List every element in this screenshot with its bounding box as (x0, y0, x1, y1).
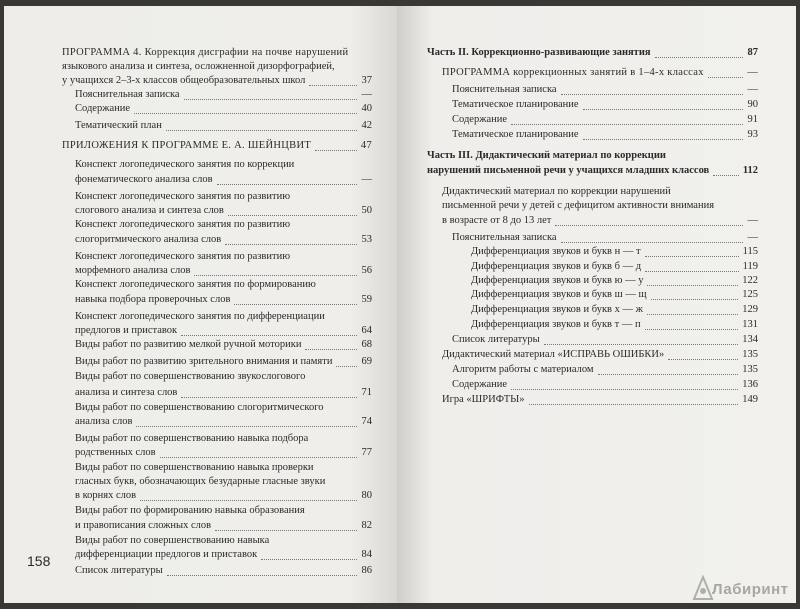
toc-entry-title: Алгоритм работы с материалом (452, 364, 594, 375)
toc-page-number: 135 (742, 364, 758, 375)
toc-dot-leader (645, 259, 739, 272)
toc-dot-leader (561, 230, 743, 243)
toc-page-number: 84 (361, 549, 372, 560)
toc-entry-title: Пояснительная записка (452, 232, 557, 243)
toc-dot-leader (555, 213, 743, 226)
toc-page-number: 87 (747, 47, 758, 58)
toc-page-number: — (361, 174, 372, 185)
toc-dot-leader (160, 445, 357, 458)
toc-page-number: 37 (361, 75, 372, 86)
toc-page-number: 90 (747, 99, 758, 110)
toc-dot-leader (184, 87, 357, 100)
toc-dot-leader (181, 323, 357, 336)
toc-entry-title: Конспект логопедического занятия по развитию (75, 191, 291, 202)
toc-page-number: 68 (361, 339, 372, 350)
toc-entry-title: Игра «ШРИФТЫ» (442, 394, 525, 405)
toc-page-number: 131 (742, 319, 758, 330)
toc-entry-title: Дидактический материал «ИСПРАВЬ ОШИБКИ» (442, 349, 665, 360)
page-number: 158 (27, 553, 51, 569)
toc-entry-title: слогоритмического анализа слов (75, 234, 222, 245)
toc-entry-title: Конспект логопедического занятия по коррекции (75, 159, 295, 170)
toc-dot-leader (305, 337, 357, 350)
toc-entry-title: анализа слов (75, 416, 133, 427)
toc-page-number: 129 (742, 304, 758, 315)
toc-entry-title: Список литературы (75, 565, 163, 576)
toc-dot-leader (708, 65, 743, 78)
toc-entry-title: слогового анализа и синтеза слов (75, 205, 224, 216)
toc-entry-title: предлогов и приставок (75, 325, 178, 336)
toc-page-number: 50 (361, 205, 372, 216)
toc-entry-title: Содержание (75, 103, 131, 114)
toc-page-number: 136 (742, 379, 758, 390)
toc-page-number: 122 (742, 275, 758, 286)
toc-entry-title: анализа и синтеза слов (75, 387, 178, 398)
toc-page-number: 135 (742, 349, 758, 360)
toc-dot-leader (583, 127, 743, 140)
toc-entry-title: дифференциации предлогов и приставок (75, 549, 258, 560)
toc-entry-title: в возрасте от 8 до 13 лет (442, 215, 552, 226)
watermark-label: Лабиринт (712, 581, 789, 598)
toc-entry-title: Дифференциация звуков и букв т — п (471, 319, 641, 330)
toc-dot-leader (583, 97, 743, 110)
toc-dot-leader (529, 392, 738, 405)
toc-page-number: 119 (742, 261, 758, 272)
toc-entry-title: Часть III. Дидактический материал по коррекции (427, 150, 666, 161)
toc-dot-leader (225, 232, 357, 245)
toc-dot-leader (645, 244, 739, 257)
toc-dot-leader (140, 488, 357, 501)
toc-dot-leader (561, 82, 743, 95)
toc-entry-title: Тематический план (75, 120, 162, 131)
toc-dot-leader (194, 263, 357, 276)
toc-entry-title: у учащихся 2–3-х классов общеобразовательных школ (62, 75, 306, 86)
toc-dot-leader (315, 138, 357, 151)
toc-entry-title: Виды работ по совершенствованию звукослогового (75, 371, 306, 382)
toc-entry-title: Дифференциация звуков и букв н — т (471, 246, 641, 257)
toc-dot-leader (181, 385, 357, 398)
toc-page-number: 80 (361, 490, 372, 501)
toc-entry-title: Виды работ по совершенствованию навыка подбора (75, 433, 309, 444)
toc-dot-leader (511, 377, 738, 390)
toc-dot-leader (336, 354, 357, 367)
toc-page-number: 40 (361, 103, 372, 114)
toc-entry-title: языкового анализа и синтеза, осложненной дизорфографией, (62, 61, 335, 72)
toc-entry-title: Конспект логопедического занятия по дифференциации (75, 311, 325, 322)
toc-entry-title: Дифференциация звуков и букв х — ж (471, 304, 643, 315)
toc-entry-title: нарушений письменной речи у учащихся младших классов (427, 165, 710, 176)
toc-page-number: — (361, 89, 372, 100)
toc-dot-leader (217, 172, 357, 185)
toc-page-number: 59 (361, 294, 372, 305)
toc-entry-title: Пояснительная записка (452, 84, 557, 95)
toc-page-number: — (747, 215, 758, 226)
toc-entry-title: Дифференциация звуков и букв б — д (471, 261, 642, 272)
toc-dot-leader (166, 118, 357, 131)
toc-entry-title: фонематического анализа слов (75, 174, 213, 185)
toc-entry-title: Конспект логопедического занятия по развитию (75, 251, 291, 262)
toc-dot-leader (511, 112, 743, 125)
toc-page-number: 125 (742, 289, 758, 300)
toc-entry-title: письменной речи у детей с дефицитом активности внимания (442, 200, 715, 211)
toc-dot-leader (228, 203, 357, 216)
toc-dot-leader (651, 287, 738, 300)
toc-dot-leader (645, 317, 738, 330)
toc-page-number: — (747, 67, 758, 78)
toc-entry-title: навыка подбора проверочных слов (75, 294, 231, 305)
toc-dot-leader (261, 547, 357, 560)
toc-page-number: 56 (361, 265, 372, 276)
toc-dot-leader (544, 332, 738, 345)
toc-dot-leader (134, 101, 357, 114)
toc-entry-title: Дидактический материал по коррекции нарушений (442, 186, 671, 197)
toc-entry-title: родственных слов (75, 447, 156, 458)
toc-entry-title: Содержание (452, 379, 508, 390)
toc-page-number: 91 (747, 114, 758, 125)
toc-entry-title: и правописания сложных слов (75, 520, 212, 531)
toc-entry-title: Конспект логопедического занятия по формированию (75, 279, 316, 290)
toc-dot-leader (167, 563, 357, 576)
toc-dot-leader (215, 518, 357, 531)
toc-entry-title: Виды работ по совершенствованию навыка проверки (75, 462, 314, 473)
toc-entry-title: Тематическое планирование (452, 129, 579, 140)
toc-entry-title: Конспект логопедического занятия по развитию (75, 219, 291, 230)
toc-page-number: 69 (361, 356, 372, 367)
toc-page-number: — (747, 84, 758, 95)
toc-dot-leader (668, 347, 738, 360)
toc-entry-title: Дифференциация звуков и букв ю — у (471, 275, 644, 286)
toc-entry-title: Виды работ по развитию мелкой ручной моторики (75, 339, 302, 350)
toc-entry-title: Виды работ по формированию навыка образования (75, 505, 305, 516)
toc-page-number: — (747, 232, 758, 243)
toc-dot-leader (655, 45, 743, 58)
toc-entry-title: морфемного анализа слов (75, 265, 191, 276)
toc-page-number: 53 (361, 234, 372, 245)
toc-dot-leader (647, 273, 738, 286)
toc-dot-leader (136, 414, 357, 427)
toc-entry-title: ПРОГРАММА коррекционных занятий в 1–4-х классах (442, 67, 704, 78)
toc-dot-leader (309, 73, 357, 86)
toc-page-number: 93 (747, 129, 758, 140)
toc-entry-title: Тематическое планирование (452, 99, 579, 110)
toc-entry-title: Виды работ по совершенствованию слогоритмического (75, 402, 324, 413)
toc-entry-title: Содержание (452, 114, 508, 125)
toc-entry-title: в корнях слов (75, 490, 137, 501)
toc-page-number: 77 (361, 447, 372, 458)
toc-page-number: 82 (361, 520, 372, 531)
labirint-watermark (690, 575, 790, 603)
toc-page-number: 42 (361, 120, 372, 131)
toc-page-number: 71 (361, 387, 372, 398)
toc-entry-title: Часть II. Коррекционно-развивающие занятия (427, 47, 651, 58)
toc-dot-leader (647, 302, 738, 315)
toc-page-number: 149 (742, 394, 758, 405)
toc-entry-title: Дифференциация звуков и букв ш — щ (471, 289, 647, 300)
toc-entry-title: Список литературы (452, 334, 540, 345)
toc-entry-title: ПРОГРАММА 4. Коррекция дисграфии на почве нарушений (62, 47, 349, 58)
toc-entry-title: ПРИЛОЖЕНИЯ К ПРОГРАММЕ Е. А. ШЕЙНЦВИТ (62, 140, 312, 151)
toc-page-number: 64 (361, 325, 372, 336)
toc-entry-title: Пояснительная записка (75, 89, 180, 100)
toc-dot-leader (234, 292, 357, 305)
labirint-logo-icon (692, 575, 714, 601)
toc-page-number: 134 (742, 334, 758, 345)
toc-page-number: 86 (361, 565, 372, 576)
toc-page-number: 112 (742, 165, 758, 176)
toc-dot-leader (598, 362, 738, 375)
toc-page-number: 47 (360, 140, 372, 151)
toc-entry-title: Виды работ по совершенствованию навыка (75, 535, 270, 546)
toc-entry-title: Виды работ по развитию зрительного внимания и памяти (75, 356, 333, 367)
toc-entry-title: гласных букв, обозначающих безударные гласные звуки (75, 476, 326, 487)
toc-page-number: 115 (742, 246, 758, 257)
toc-dot-leader (713, 163, 739, 176)
toc-page-number: 74 (361, 416, 372, 427)
